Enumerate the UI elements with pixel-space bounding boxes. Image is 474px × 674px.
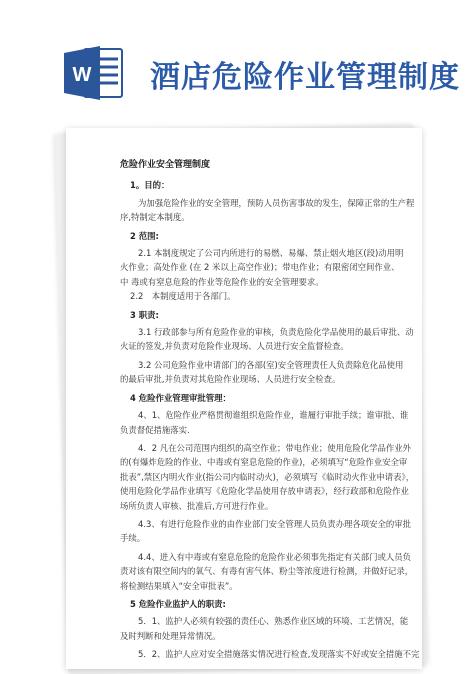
paragraph-line: 场所负责人审核、批准后,方可进行作业。: [120, 500, 274, 511]
section-title: 3 职责:: [130, 309, 159, 320]
paragraph-line: 2.1 本制度规定了公司内所进行的易燃、易爆、禁止烟火地区(段)动用明: [138, 248, 404, 259]
paragraph-line: 使用危险化学品作业填写《危险化学品使用存放申请表》，经行政部和危险作业: [120, 486, 409, 497]
paragraph-line: 序,特制定本制度。: [120, 212, 190, 223]
paragraph-line: 将检测结果填入“安全审批表”。: [120, 580, 238, 591]
paragraph-line: 4.3、有进行危险作业的由作业部门安全管理人员负责办理各项安全的审批: [138, 518, 411, 529]
word-document-icon: [62, 43, 124, 103]
word-logo-letter: W: [72, 64, 92, 86]
header: [0, 0, 474, 118]
paragraph-line: 为加强危险作业的安全管理，预防人员伤害事故的发生，保障正常的生产程: [138, 197, 415, 208]
section-title: 1。目的：: [130, 180, 170, 191]
paragraph-line: 的(有爆炸危险的作业、中毒或有窒息危险的作业)，必须填写“危险作业安全审: [120, 457, 408, 468]
paragraph-line: 4.4、进入有中毒或有窒息危险的危险作业必须事先指定有关部门或人员负: [138, 551, 411, 562]
paragraph-line: 火作业；高处作业 (在 2 米以上高空作业)；带电作业；有限密闭空间作业、: [120, 262, 400, 273]
paragraph-line: 手续。: [120, 533, 146, 544]
paragraph-line: 批表”,禁区内明火作业(指公司内临时动火)，必须填写《临时动火作业申请表》，: [120, 471, 415, 482]
section-title: 2 范围:: [130, 230, 159, 241]
document-body: [120, 158, 420, 662]
paragraph-line: 3.1 行政部参与所有危险作业的审核，负责危险化学品使用的最后审批、动: [138, 327, 414, 338]
paragraph-line: 火证的签发,并负责对危险作业现场、人员进行安全监督检查。: [120, 341, 349, 352]
paragraph-line: 及时判断和处理异常情况。: [120, 630, 221, 641]
section-title: 4 危险作业管理审批管理：: [130, 392, 231, 403]
paragraph-line: 责对该有限空间内的氧气、有毒有害气体、粉尘等浓度进行检测，并做好记录，: [120, 566, 414, 577]
paragraph-line: 5．1、监护人必须有较强的责任心、熟悉作业区域的环境、工艺情况，能: [138, 616, 409, 627]
paragraph-line: 4、1、危险作业严格贯彻谁组织危险作业，谁履行审批手续；谁审批、谁: [138, 410, 409, 421]
section-title: 5 危险作业监护人的职责:: [130, 598, 226, 609]
paragraph-line: 4．2 凡在公司范围内组织的高空作业；带电作业；使用危险化学品作业外: [138, 442, 411, 453]
paragraph-line: 中 毒或有窒息危险的作业等危险作业的安全管理要求。: [120, 276, 324, 287]
page-title: 酒店危险作业管理制度: [150, 60, 460, 95]
paragraph-line: 3.2 公司危险作业申请部门的各部(室)安全管理责任人负责除危化品使用: [138, 359, 404, 370]
paragraph-line: 负责督促措施落实.: [120, 424, 190, 435]
paragraph-line: 5．2、监护人应对安全措施落实情况进行检查,发现落实不好或安全措施不完: [138, 649, 420, 660]
paragraph-line: 的最后审批,并负责对其危险作业现场、人员进行安全检查。: [120, 374, 341, 385]
document-heading: 危险作业安全管理制度: [120, 160, 211, 170]
document-page: [66, 128, 422, 669]
paragraph-line: 2.2 本制度适用于各部门。: [130, 291, 236, 302]
